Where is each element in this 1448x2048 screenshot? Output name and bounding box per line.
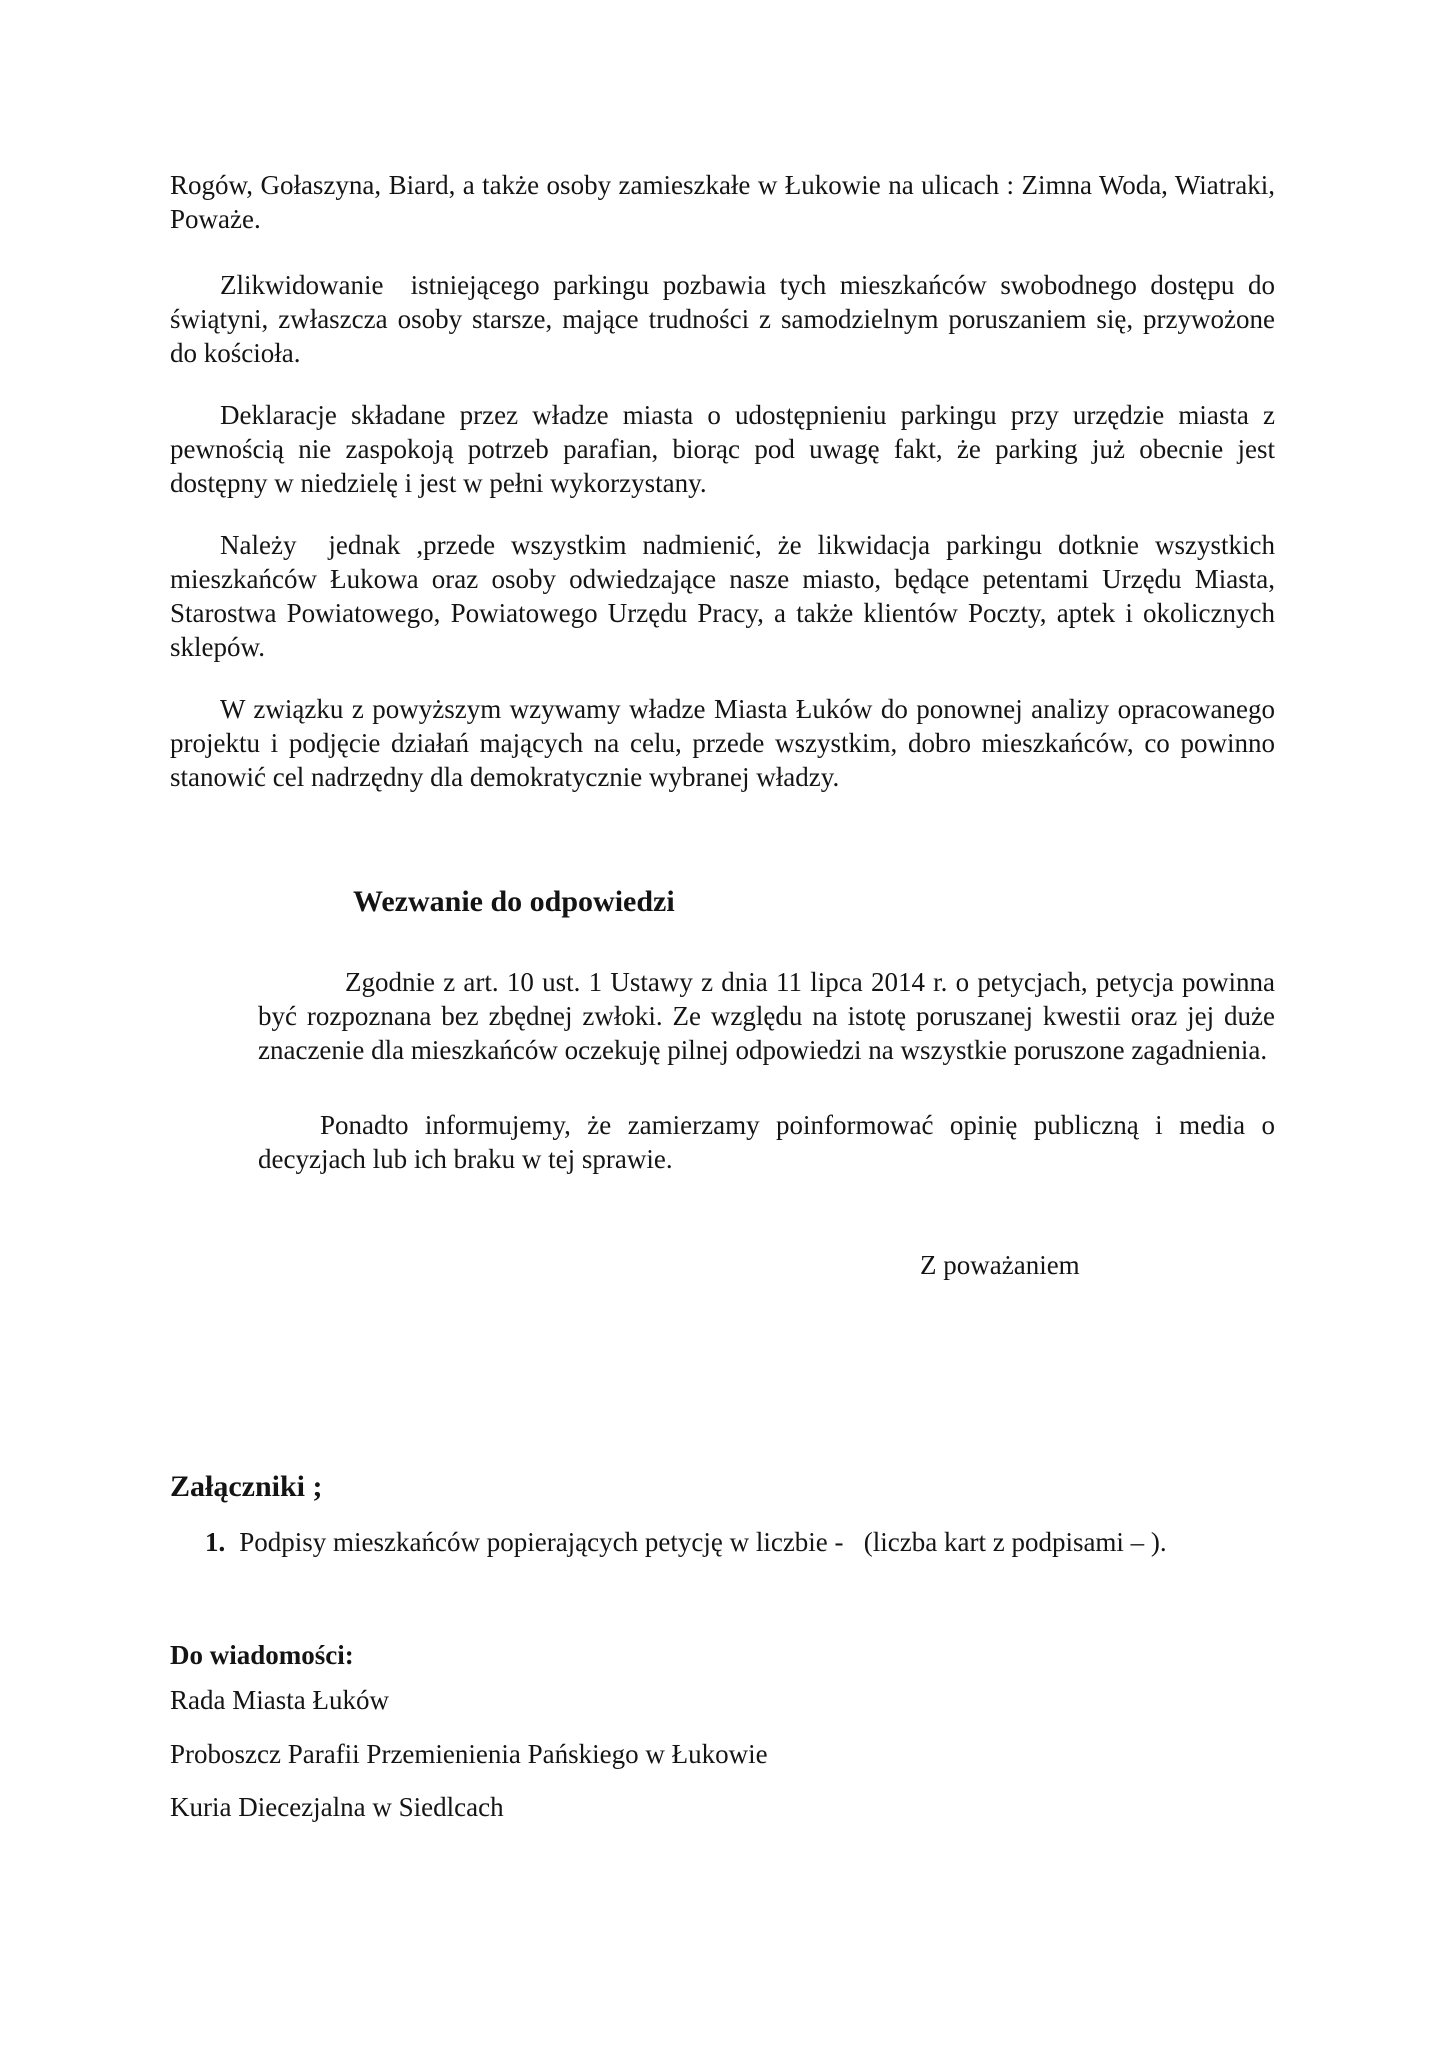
- cc-recipient-city-council: Rada Miasta Łuków: [170, 1685, 389, 1715]
- paragraph-parking-removal: Zlikwidowanie istniejącego parkingu pozbawia tych mieszkańców swobodnego dostępu do świątyni, zwłaszcza osoby starsze, mające trudności z samodzielnym poruszaniem się, przywożone do kościoła.: [170, 270, 1282, 368]
- paragraph-call-to-authorities: W związku z powyższym wzywamy władze Miasta Łuków do ponownej analizy opracowanego projektu i podjęcie działań mających na celu, przede wszystkim, dobro mieszkańców, co powinno stanowić cel nadrzędny dla demokratycznie wybranej władzy.: [170, 694, 1282, 792]
- paragraph-continuation: Rogów, Gołaszyna, Biard, a także osoby zamieszkałe w Łukowie na ulicach : Zimna Woda, Wiatraki, Poważe.: [170, 170, 1282, 234]
- paragraph-affected-residents: Należy jednak ,przede wszystkim nadmienić, że likwidacja parkingu dotknie wszystkich mieszkańców Łukowa oraz osoby odwiedzające nasze miasto, będące petentami Urzędu Miasta, Starostwa Powiatowego, Powiatowego Urzędu Pracy, a także klientów Poczty, aptek i okolicznych sklepów.: [170, 530, 1282, 662]
- closing-salutation: Z poważaniem: [920, 1250, 1080, 1280]
- cc-recipient-curia: Kuria Diecezjalna w Siedlcach: [170, 1792, 504, 1822]
- section-heading-response-call: Wezwanie do odpowiedzi: [353, 885, 675, 918]
- paragraph-media-notice: Ponadto informujemy, że zamierzamy poinformować opinię publiczną i media o decyzjach lub ich braku w tej sprawie.: [258, 1110, 1282, 1174]
- attachment-list-item: [170, 1525, 1275, 1559]
- cc-recipient-parish: Proboszcz Parafii Przemienienia Pańskiego w Łukowie: [170, 1739, 768, 1769]
- attachments-heading: Załączniki ;: [170, 1470, 323, 1503]
- attachment-item-number: 1.: [205, 1527, 226, 1557]
- paragraph-legal-basis: Zgodnie z art. 10 ust. 1 Ustawy z dnia 11 lipca 2014 r. o petycjach, petycja powinna być rozpoznana bez zbędnej zwłoki. Ze względu na istotę poruszanej kwestii oraz jej duże znaczenie dla mieszkańców oczekuję pilnej odpowiedzi na wszystkie poruszone zagadnienia.: [258, 967, 1282, 1065]
- paragraph-declarations: Deklaracje składane przez władze miasta o udostępnieniu parkingu przy urzędzie miasta z pewnością nie zaspokoją potrzeb parafian, biorąc pod uwagę fakt, że parking już obecnie jest dostępny w niedzielę i jest w pełni wykorzystany.: [170, 400, 1282, 498]
- attachment-item-text: Podpisy mieszkańców popierających petycję w liczbie - (liczba kart z podpisami – ).: [239, 1527, 1167, 1557]
- cc-heading: Do wiadomości:: [170, 1640, 354, 1670]
